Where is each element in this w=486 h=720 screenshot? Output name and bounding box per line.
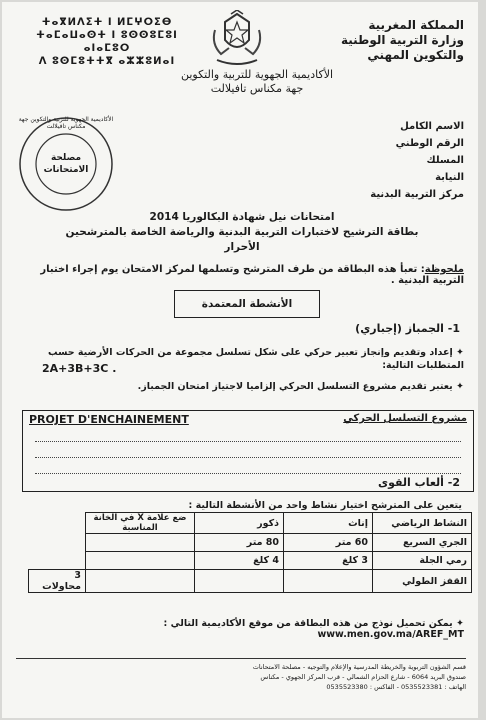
website-line: ✦ يمكن تحميل نوذج من هذه البطاقة من موقع الأكاديمية التالي : www.men.gov.ma/AREF_MT: [163, 618, 464, 640]
section2-intro: يتعين على المترشح اختيار نشاط واحد من الأنشطة التالية :: [188, 500, 462, 511]
candidate-fields: [264, 118, 464, 203]
checkbox-cell[interactable]: [86, 552, 195, 570]
stamp-ring-text: الأكاديمية الجهوية للتربية والتكوين جهة مكناس تافيلالت: [18, 116, 114, 130]
section1-title: 1- الجمباز (إجباري): [355, 322, 460, 335]
note-label: ملحوظة: [424, 264, 464, 275]
document-title: امتحانات نيل شهادة البكالوريا 2014 بطاقة الترشيح لاختبارات التربية البدنية والرياضة الخاصة بالمترشحين الأحرار: [65, 211, 419, 253]
note-text: : تعبأ هذه البطاقة من طرف المترشح وتسلمها لمركز الامتحان يوم إجراء اختبار التربية البدنية .: [40, 264, 464, 286]
tifinagh-header: ⵜⴰⴳⵍⴷⵉⵜ ⵏ ⵍⵎⵖⵔⵉⴱ ⵜⴰⵎⴰⵡⴰⵙⵜ ⵏ ⵓⵙⵙⵓⵎⵓⵏ ⴰⵏⴰⵎⵓⵔ ⴷ ⵓⵙⵎⵓⵜⵜⴳ ⴰⵣⵣⵓⵍⴰⵏ: [36, 17, 178, 67]
field-label: مركز التربية البدنية: [370, 189, 464, 200]
academy-header: الأكاديمية الجهوية للتربية والتكوين جهة مكناس تافيلالت: [180, 68, 334, 95]
checkbox-cell[interactable]: [86, 570, 195, 593]
website-link[interactable]: www.men.gov.ma/AREF_MT: [317, 629, 464, 640]
project-title-latin: PROJET D'ENCHAINEMENT: [29, 413, 189, 426]
kingdom-header: المملكة المغربية وزارة التربية الوطنية والتكوين المهني: [340, 18, 464, 62]
table-header: النشاط الرياضي إناث ذكور ضع علامة X في الخانة المناسبة: [29, 513, 472, 534]
field-label: الرقم الوطني: [395, 138, 464, 149]
royal-emblem-icon: [207, 10, 267, 68]
table-row: رمي الجلة 3 كلغ 4 كلغ: [29, 552, 472, 570]
stamp-center-text: مصلحة الامتحانات: [43, 153, 89, 175]
field-label: النيابة: [435, 172, 464, 183]
dotted-line: [35, 457, 461, 458]
section1-bullet2: ✦ يعتبر تقديم مشروع التسلسل الحركي إلزاميا لاجتياز امتحان الجمباز.: [137, 381, 464, 392]
section1-bullet1: ✦ إعداد وتقديم وإنجاز تعبير حركي على شكل تسلسل مجموعة من الحركات الأرضية حسب المتطلبات التالية:: [48, 347, 464, 371]
document-page: [2, 2, 478, 718]
footer: قسم الشؤون التربوية والخريطة المدرسية والإعلام والتوجيه - مصلحة الامتحانات صندوق البريد 6064 - شارع الحزام الشمالي - قرب المركز الجهوي - مكناس الهاتف : 0535523381 - الفاكس : 0535523380: [16, 658, 466, 692]
dotted-line: [35, 441, 461, 442]
field-label: المسلك: [426, 155, 464, 166]
checkbox-cell[interactable]: [86, 534, 195, 552]
project-title-arabic: مشروع التسلسل الحركي: [343, 413, 467, 424]
table-row: القفز الطولي 3 محاولات: [29, 570, 472, 593]
athletics-table: [28, 512, 472, 593]
section2-title: 2- ألعاب القوى: [378, 476, 460, 489]
table-row: الجري السريع 60 متر 80 متر: [29, 534, 472, 552]
activities-box: الأنشطة المعتمدة: [174, 290, 320, 318]
field-label: الاسم الكامل: [400, 121, 464, 132]
note: [14, 264, 464, 286]
dotted-line: [35, 473, 461, 474]
exam-service-stamp: [16, 114, 116, 214]
gym-formula: 2A+3B+3C .: [42, 362, 117, 375]
